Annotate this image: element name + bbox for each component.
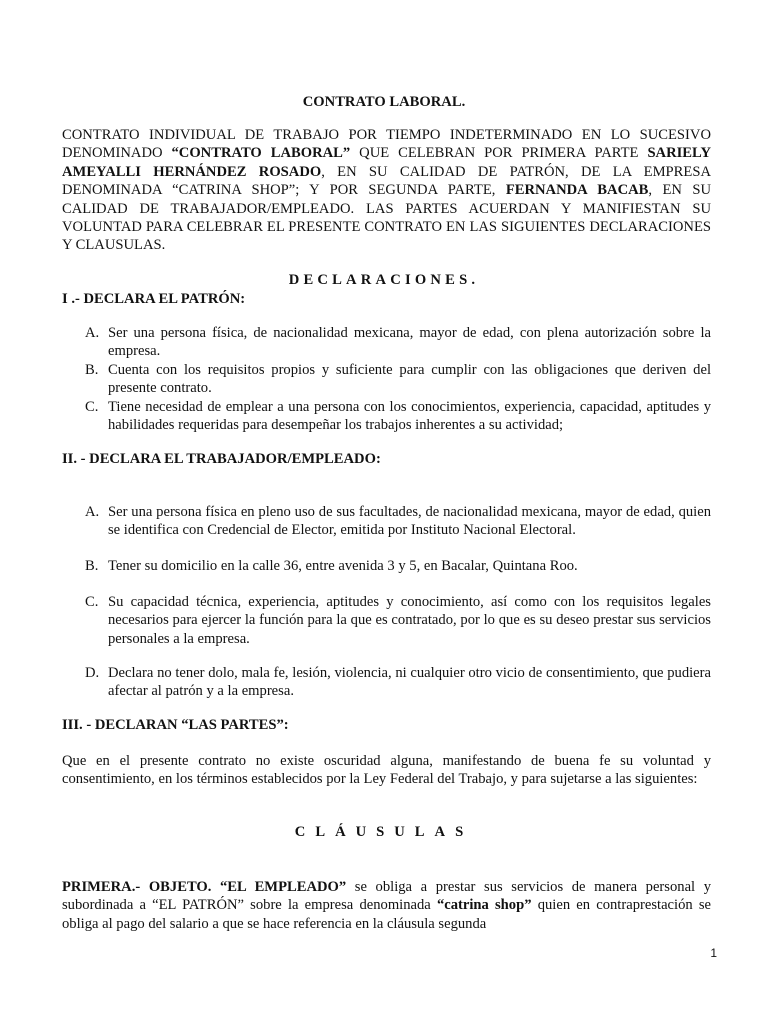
list-item-text: Ser una persona física, de nacionalidad mexicana, mayor de edad, con plena autorización sobre la empresa. — [108, 325, 711, 360]
section-1-list — [85, 324, 711, 434]
list-item — [85, 593, 711, 648]
intro-text-2: QUE CELEBRAN POR PRIMERA PARTE — [350, 145, 648, 162]
list-item — [85, 664, 711, 701]
clause-primera-title: PRIMERA.- OBJETO. “EL EMPLEADO” — [62, 879, 347, 895]
list-marker: B. — [85, 558, 99, 574]
list-item — [85, 557, 711, 575]
clausulas-heading: CLÁUSULAS — [294, 824, 474, 840]
intro-text-1: CONTRATO INDIVIDUAL DE TRABAJO POR TIEMPO INDETERMINADO EN LO SUCESIVO DENOMINADO — [62, 127, 711, 162]
clause-primera-text-2: quien en contraprestación se obliga al pago del salario a que se hace referencia en la cláusula segunda — [62, 897, 711, 932]
intro-paragraph — [62, 126, 711, 255]
list-marker: B. — [85, 361, 99, 378]
section-2-list-c — [85, 593, 711, 648]
list-item-text: Ser una persona física en pleno uso de sus facultades, de nacionalidad mexicana, mayor de edad, quien se identifica con Credencial de Elector, emitida por Instituto Nacional Electoral. — [108, 504, 711, 539]
list-item — [85, 324, 711, 361]
page-number: 1 — [710, 946, 717, 960]
section-1-heading: I .- DECLARA EL PATRÓN: — [62, 291, 246, 307]
list-marker: C. — [85, 398, 99, 415]
list-item — [85, 361, 711, 398]
intro-bold-contract-name: “CONTRATO LABORAL” — [171, 145, 351, 162]
clause-primera-paragraph — [62, 878, 711, 933]
declaraciones-heading: DECLARACIONES. — [288, 272, 480, 288]
intro-text-4: , EN SU CALIDAD DE TRABAJADOR/EMPLEADO. LAS PARTES ACUERDAN Y MANIFIESTAN SU VOLUNTAD PARA CELEBRAR EL PRESENTE CONTRATO EN LAS SIGUIENTES DECLARACIONES Y CLAUSULAS. — [62, 182, 711, 254]
document-title: CONTRATO LABORAL. — [302, 94, 466, 110]
intro-text-3: , EN SU CALIDAD DE PATRÓN, DE LA EMPRESA DENOMINADA “CATRINA SHOP”; Y POR SEGUNDA PARTE, — [62, 163, 711, 199]
section-3-paragraph: Que en el presente contrato no existe oscuridad alguna, manifestando de buena fe su voluntad y consentimiento, en los términos establecidos por la Ley Federal del Trabajo, y para sujetarse a las siguientes: — [62, 753, 711, 788]
list-item-text: Tener su domicilio en la calle 36, entre avenida 3 y 5, en Bacalar, Quintana Roo. — [108, 558, 578, 574]
list-item-text: Su capacidad técnica, experiencia, aptitudes y conocimiento, así como con los requisitos legales necesarios para ejercer la función para la que es contratado, por lo que es su deseo prestar sus servicios personales a la empresa. — [108, 594, 711, 647]
section-2-list-a — [85, 503, 711, 540]
list-item — [85, 398, 711, 435]
section-2-list-d — [85, 664, 711, 701]
clause-primera-text-1: se obliga a prestar sus servicios de manera personal y subordinada a “EL PATRÓN” sobre la empresa denominada — [62, 879, 711, 914]
list-marker: C. — [85, 594, 99, 610]
list-marker: A. — [85, 325, 100, 341]
intro-bold-employee-name: FERNANDA BACAB — [505, 182, 649, 199]
list-item-text: Cuenta con los requisitos propios y suficiente para cumplir con las obligaciones que deriven del presente contrato. — [108, 361, 711, 397]
section-3-heading: III. - DECLARAN “LAS PARTES”: — [62, 717, 289, 733]
list-item — [85, 503, 711, 540]
list-item-text: Declara no tener dolo, mala fe, lesión, violencia, ni cualquier otro vicio de consentimiento, que pudiera afectar al patrón y a la empresa. — [108, 665, 711, 700]
section-2-list-b — [85, 557, 711, 575]
section-2-heading: II. - DECLARA EL TRABAJADOR/EMPLEADO: — [62, 451, 381, 467]
list-marker: A. — [85, 504, 100, 520]
list-marker: D. — [85, 665, 100, 681]
clause-primera-company: “catrina shop” — [436, 897, 532, 914]
intro-bold-employer-name: SARIELY AMEYALLI HERNÁNDEZ ROSADO — [62, 145, 711, 180]
list-item-text: Tiene necesidad de emplear a una persona con los conocimientos, experiencia, capacidad, aptitudes y habilidades requeridas para desempeñar los trabajos inherentes a su actividad; — [108, 398, 711, 434]
